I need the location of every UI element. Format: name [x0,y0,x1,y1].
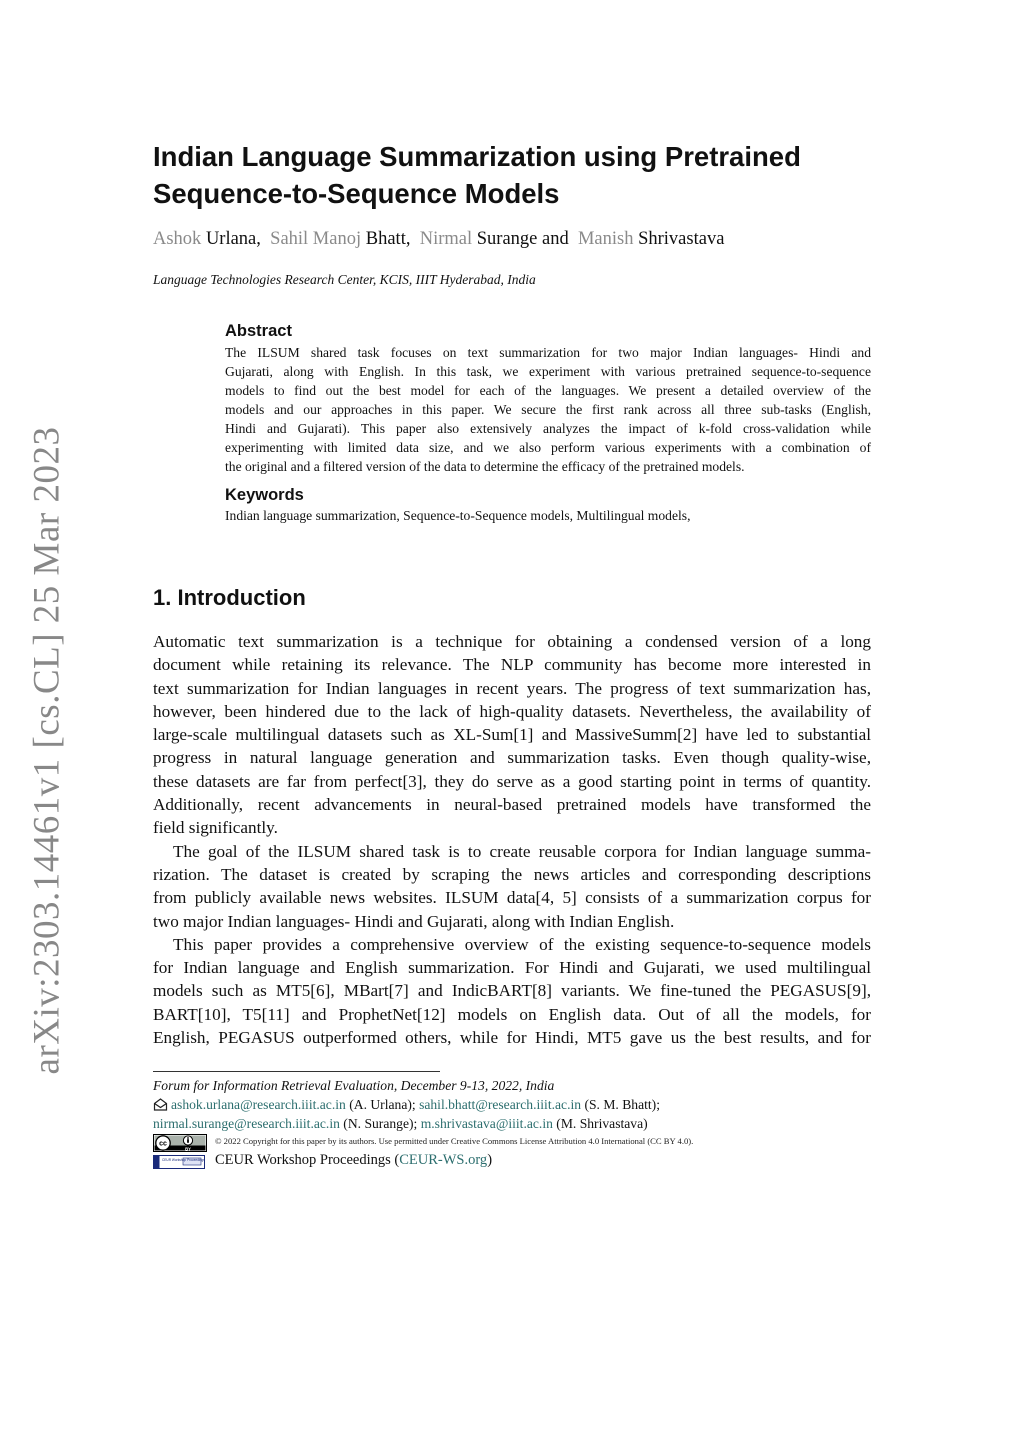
abstract-line: the original and a filtered version of the data to determine the efficacy of the pretrained models. [225,459,745,474]
ceur-row [153,1152,873,1172]
body-line: text summarization for Indian languages in recent years. The progress of text summarization has, [153,678,871,698]
body-line: however, been hindered due to the lack of high-quality datasets. Nevertheless, the availability of [153,701,871,721]
abstract-heading: Abstract [225,322,292,340]
body-line: models such as MT5[6], MBart[7] and IndicBART[8] variants. We fine-tuned the PEGASUS[9], [153,981,871,1001]
footnote [153,1076,873,1133]
abstract-body [225,343,871,476]
arxiv-stamp [26,426,68,1074]
keywords-list: Indian language summarization, Sequence-to-Sequence models, Multilingual models, [225,508,691,523]
body-line: Additionally, recent advancements in neural-based pretrained models have transformed the [153,795,871,815]
footnote-divider [153,1071,440,1072]
abstract-line: experimenting with limited data size, and we also perform various experiments with a combination of [225,440,871,455]
email-owner: (S. M. Bhatt); [581,1097,660,1112]
body-line: these datasets are far from perfect[3], they do serve as a good starting point in terms of quantity. [153,771,871,791]
body-line: two major Indian languages- Hindi and Gujarati, along with Indian English. [153,911,675,931]
title-line: Sequence-to-Sequence Models [153,178,560,209]
abstract-line: Hindi and Gujarati). This paper also extensively analyzes the impact of k-fold cross-validation while [225,421,871,436]
affiliation: Language Technologies Research Center, KCIS, IIIT Hyderabad, India [153,272,536,287]
body-line: BART[10], T5[11] and ProphetNet[12] models on English data. Out of all the models, for [153,1004,871,1024]
ceur-proceedings [215,1152,492,1169]
body-line: for Indian language and English summarization. For Hindi and Gujarati, we used multilingual [153,958,871,978]
introduction-body [153,630,871,1049]
author-first-name: Sahil Manoj [270,229,362,249]
email-link-shrivastava[interactable]: m.shrivastava@iiit.ac.in [420,1116,553,1131]
email-link-urlana[interactable]: ashok.urlana@research.iiit.ac.in [171,1097,346,1112]
email-owner: (M. Shrivastava) [552,1116,648,1131]
ceur-logo-label: CEUR Workshop Proceedings [162,1158,205,1162]
email-line [153,1095,873,1114]
ceur-ws-link[interactable]: CEUR-WS.org [399,1152,488,1168]
author-last-name: Bhatt, [365,229,411,249]
body-line: This paper provides a comprehensive overview of the existing sequence-to-sequence models [173,934,871,954]
ceur-prefix: CEUR Workshop Proceedings ( [215,1152,400,1168]
email-line [153,1114,873,1133]
email-link-surange[interactable]: nirmal.surange@research.iiit.ac.in [153,1116,340,1131]
email-owner: (N. Surange); [339,1116,421,1131]
keywords-heading: Keywords [225,486,304,504]
body-line: The goal of the ILSUM shared task is to create reusable corpora for Indian language summa- [173,841,871,861]
title-line: Indian Language Summarization using Pretrained [153,141,801,172]
license-text: © 2022 Copyright for this paper by its authors. Use permitted under Creative Commons License Attribution 4.0 International (CC BY 4.0). [215,1136,694,1146]
conference-note: Forum for Information Retrieval Evaluation, December 9-13, 2022, India [153,1078,555,1093]
email-owner: (A. Urlana); [345,1097,420,1112]
body-line: progress in natural language generation and summarization tasks. Even though quality-wise, [153,748,871,768]
abstract-line: The ILSUM shared task focuses on text summarization for two major Indian languages- Hindi and [225,345,871,360]
paper-title [153,138,913,212]
abstract-line: Gujarati, along with English. In this task, we experiment with various pretrained sequence-to-sequence [225,364,871,379]
body-line: document while retaining its relevance. The NLP community has become more interested in [153,655,871,675]
body-line: rization. The dataset is created by scraping the news articles and corresponding descriptions [153,864,871,884]
body-line: English, PEGASUS outperformed others, while for Hindi, MT5 gave us the best results, and for [153,1028,871,1048]
svg-text:cc: cc [159,1140,167,1148]
envelope-icon [153,1098,168,1111]
email-link-bhatt[interactable]: sahil.bhatt@research.iiit.ac.in [419,1097,582,1112]
author-last-name: Shrivastava [638,229,725,249]
author-first-name: Nirmal [419,229,473,249]
author-first-name: Manish [577,229,634,249]
license-row [153,1134,873,1152]
author-list [153,229,724,250]
author-last-name: Urlana, [205,229,261,249]
author-last-name: Surange and [476,229,569,249]
arxiv-id: arXiv:2303.14461v1 [cs.CL] 25 Mar 2023 [26,426,68,1074]
ceur-suffix: ) [487,1152,493,1168]
cc-badge-label: BY [185,1146,191,1152]
body-line: from publicly available news websites. ILSUM data[4, 5] consists of a summarization corpus for [153,888,871,908]
abstract-line: models and our approaches in this paper. We secure the first rank across all three sub-tasks (English, [225,402,871,417]
body-line: field significantly. [153,818,278,838]
ceur-logo-icon [153,1155,205,1169]
author-first-name: Ashok [153,229,202,249]
body-line: large-scale multilingual datasets such as XL-Sum[1] and MassiveSumm[2] have led to substantial [153,725,871,745]
introduction-heading: 1. Introduction [153,585,306,610]
abstract-line: models to find out the best model for each of the languages. We present a detailed overview of the [225,383,871,398]
cc-by-license-icon [153,1134,207,1152]
body-line: Automatic text summarization is a technique for obtaining a condensed version of a long [153,632,871,651]
